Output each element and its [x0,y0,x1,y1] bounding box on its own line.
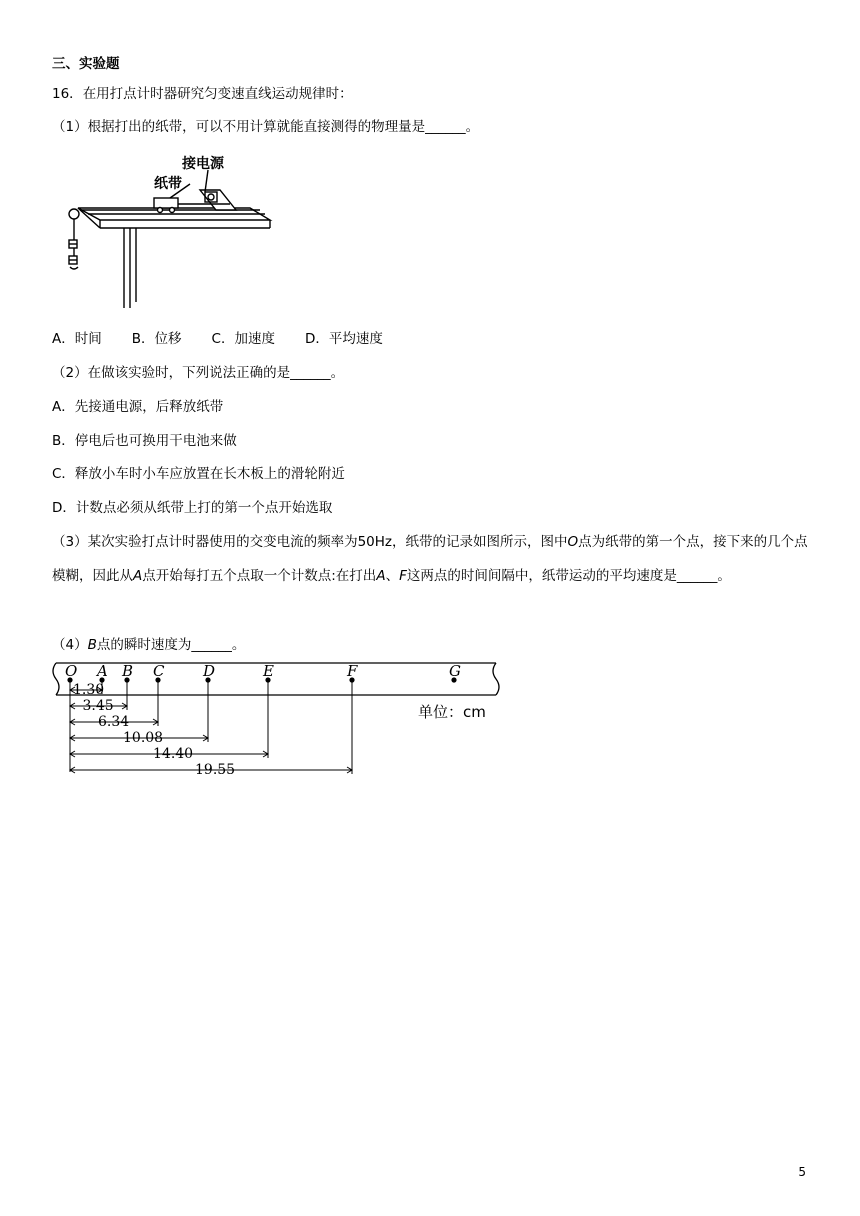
dim-value-6: 19.55 [195,762,236,775]
part3-prompt: （3）某次实验打点计时器使用的交变电流的频率为50Hz，纸带的记录如图所示，图中O点为纸带的第一个点，接下来的几个点模糊，因此从A点开始每打五个点取一个计数点:在打出A、F这两点的时间间隔中，纸带运动的平均速度是______。 [52,534,808,584]
part2-prompt: （2）在做该实验时，下列说法正确的是______。 [52,365,345,381]
var-o: O [567,534,579,550]
tape-label-o: O [65,662,78,680]
tape-label-b: B [122,662,134,680]
part4-prompt: （4）B点的瞬时速度为______。 [52,637,246,653]
question-stem-text: 在用打点计时器研究匀变速直线运动规律时： [82,86,353,102]
tape-label-f: F [347,662,358,680]
tape-figure [46,660,506,775]
apparatus-figure [60,152,290,312]
tape-label-e: E [263,662,274,680]
var-b: B [87,637,97,653]
part2-option-b[interactable]: B．停电后也可换用干电池来做 [52,433,237,449]
tape-label-d: D [203,662,216,680]
var-a2: A [376,568,386,584]
part1-prompt: （1）根据打出的纸带，可以不用计算就能直接测得的物理量是______。 [52,119,480,135]
question-number: 16． [52,86,83,102]
option-b[interactable]: B．位移 [131,331,182,347]
var-f: F [399,568,407,584]
part2-option-d[interactable]: D．计数点必须从纸带上打的第一个点开始选取 [52,500,333,516]
unit-label: 单位：cm [418,703,486,721]
var-a: A [133,568,143,584]
part2-option-c[interactable]: C．释放小车时小车应放置在长木板上的滑轮附近 [52,466,345,482]
tape-label-a: A [97,662,108,680]
part2-option-a[interactable]: A．先接通电源，后释放纸带 [52,399,224,415]
option-c[interactable]: C．加速度 [211,331,275,347]
option-a[interactable]: A．时间 [52,331,102,347]
dim-value-1: 1.30 [73,682,105,698]
dim-value-3: 6.34 [98,714,130,730]
tape-label-g: G [449,662,461,680]
dim-value-4: 10.08 [123,730,164,746]
section-title: 三、实验题 [52,56,120,72]
question-stem [52,84,353,104]
option-d[interactable]: D．平均速度 [304,331,383,347]
dim-value-2: 3.45 [82,698,114,714]
dim-value-5: 14.40 [153,746,194,762]
tape-label-c: C [153,662,165,680]
part1-options [52,329,413,349]
tape-label: 纸带 [154,176,182,192]
page-number: 5 [798,1165,806,1179]
power-label: 接电源 [182,156,224,172]
